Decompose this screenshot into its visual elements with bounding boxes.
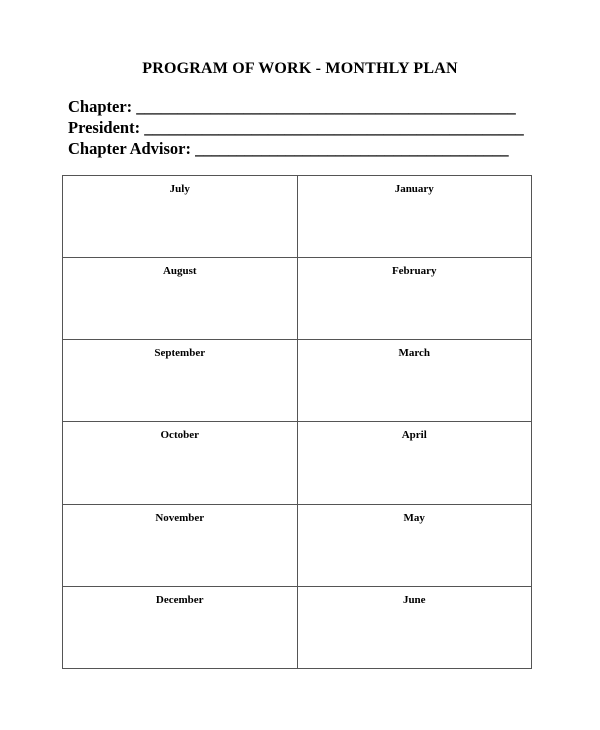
chapter-advisor-blank-line: ______________________________________ — [195, 139, 509, 158]
month-label: September — [154, 347, 206, 360]
month-label: October — [160, 429, 199, 442]
month-cell-march — [297, 340, 532, 422]
month-label: August — [162, 265, 197, 278]
month-cell-july — [63, 176, 298, 258]
month-cell-april — [297, 422, 532, 504]
table-row — [63, 340, 532, 422]
month-label: July — [169, 183, 190, 195]
table-row — [63, 258, 532, 340]
table-row — [63, 504, 532, 586]
month-label: February — [391, 265, 437, 278]
month-label: April — [401, 429, 427, 442]
month-label: December — [155, 593, 204, 606]
table-row — [63, 176, 532, 258]
month-label: June — [402, 593, 426, 606]
president-label: President: — [68, 118, 141, 137]
month-cell-february — [297, 258, 532, 340]
month-cell-september — [63, 340, 298, 422]
month-cell-november — [63, 504, 298, 586]
month-cell-may — [297, 504, 532, 586]
month-label: May — [403, 511, 425, 524]
table-row — [63, 422, 532, 504]
chapter-blank-line: ______________________________________________ — [136, 97, 516, 116]
president-field — [68, 118, 524, 138]
president-blank-line: ______________________________________________ — [144, 118, 524, 137]
monthly-plan-table — [62, 175, 532, 669]
month-cell-october — [63, 422, 298, 504]
chapter-label: Chapter: — [68, 97, 133, 116]
chapter-advisor-field — [68, 139, 509, 159]
table-row — [63, 586, 532, 668]
month-cell-december — [63, 586, 298, 668]
month-cell-june — [297, 586, 532, 668]
chapter-advisor-label: Chapter Advisor: — [68, 139, 191, 158]
month-cell-january — [297, 176, 532, 258]
page-title: PROGRAM OF WORK - MONTHLY PLAN — [142, 60, 458, 77]
chapter-field — [68, 97, 516, 117]
month-label: November — [155, 511, 205, 524]
month-label: January — [394, 183, 434, 195]
month-cell-august — [63, 258, 298, 340]
month-label: March — [398, 347, 431, 360]
